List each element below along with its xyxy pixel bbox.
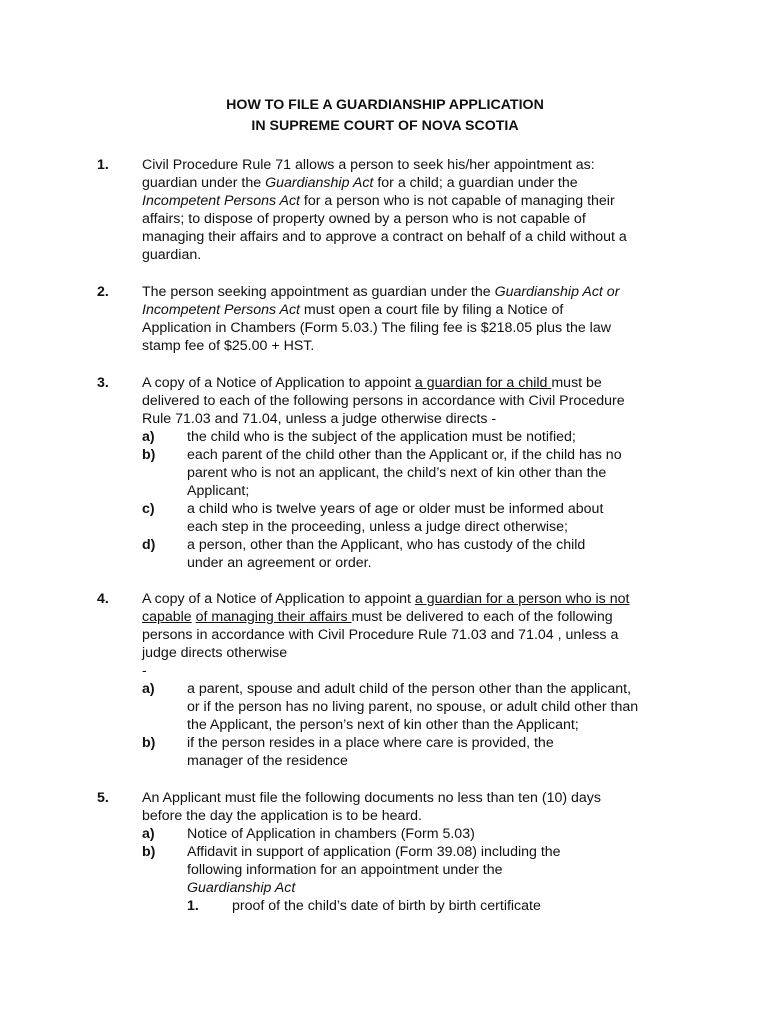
item-1-line-1: Civil Procedure Rule 71 allows a person to seek his/her appointment as: [142, 157, 595, 173]
item-1-line-3: Incompetent Persons Act for a person who is not capable of managing their [142, 193, 615, 209]
item-1-line-2: guardian under the Guardianship Act for a child; a guardian under the [142, 175, 578, 191]
underlined-phrase: capable [142, 609, 192, 625]
item-3a-line-1: the child who is the subject of the application must be notified; [187, 429, 576, 445]
item-4a-line-3: the Applicant, the person’s next of kin other than the Applicant; [187, 717, 579, 733]
item-5b-line-3 [187, 879, 295, 897]
item-5b-label: b) [142, 844, 156, 860]
item-4-number: 4. [97, 591, 109, 607]
item-1-line-6: guardian. [142, 247, 202, 263]
item-5a-line-1: Notice of Application in chambers (Form 5.03) [187, 826, 475, 842]
item-5-line-2: before the day the application is to be heard. [142, 808, 423, 824]
item-2-line-2: Incompetent Persons Act must open a court file by filing a Notice of [142, 302, 564, 318]
underlined-phrase: a guardian for a person who is not [414, 591, 630, 607]
item-4a-label: a) [142, 681, 155, 697]
item-5b-line-1: Affidavit in support of application (Form 39.08) including the [187, 844, 561, 860]
item-5a-label: a) [142, 826, 155, 842]
item-3b-line-2: parent who is not an applicant, the child’s next of kin other than the [187, 465, 607, 481]
item-4-line-2: capable of managing their affairs must be delivered to each of the following [142, 609, 613, 625]
item-3a-label: a) [142, 429, 155, 445]
item-3c-line-2: each step in the proceeding, unless a judge direct otherwise; [187, 519, 568, 535]
item-4a-line-2: or if the person has no living parent, no spouse, or adult child other than [187, 699, 639, 715]
item-2-line-3: Application in Chambers (Form 5.03.) The filing fee is $218.05 plus the law [142, 320, 611, 336]
item-2-number: 2. [97, 284, 109, 300]
item-3d-label: d) [142, 537, 156, 553]
incompetent-persons-act-ref: Incompetent Persons Act [142, 193, 300, 209]
item-5b-line-2: following information for an appointment under the [187, 862, 503, 878]
item-3d-line-1: a person, other than the Applicant, who has custody of the child [187, 537, 586, 553]
item-5-number: 5. [97, 790, 109, 806]
item-3-line-2: delivered to each of the following persons in accordance with Civil Procedure [142, 393, 625, 409]
item-4b-line-2: manager of the residence [187, 753, 348, 769]
item-3-line-3: Rule 71.03 and 71.04, unless a judge otherwise directs - [142, 411, 497, 427]
item-3b-line-3: Applicant; [187, 483, 250, 499]
item-4-line-1: A copy of a Notice of Application to appoint a guardian for a person who is not [142, 591, 630, 607]
item-1-number: 1. [97, 157, 109, 173]
incompetent-persons-act-ref: Incompetent Persons Act [142, 302, 300, 318]
item-4-line-4: judge directs otherwise [142, 645, 288, 661]
underlined-phrase: a guardian for a child [414, 375, 552, 391]
item-3c-label: c) [142, 501, 155, 517]
guardianship-act-ref: Guardianship Act or [494, 284, 620, 300]
item-3-number: 3. [97, 375, 109, 391]
underlined-phrase: of managing their affairs [195, 609, 352, 625]
item-3d-line-2: under an agreement or order. [187, 555, 372, 571]
item-5-line-1: An Applicant must file the following documents no less than ten (10) days [142, 790, 601, 806]
guardianship-act-ref: Guardianship Act [265, 175, 374, 191]
document-title-line-2: IN SUPREME COURT OF NOVA SCOTIA [251, 118, 519, 134]
item-3b-line-1: each parent of the child other than the Applicant or, if the child has no [187, 447, 622, 463]
item-1-line-4: affairs; to dispose of property owned by a person who is not capable of [142, 211, 586, 227]
guardianship-act-ref: Guardianship Act [187, 880, 296, 896]
item-5b-sub1-line-1: proof of the child’s date of birth by birth certificate [232, 898, 541, 914]
item-3b-label: b) [142, 447, 156, 463]
item-4b-label: b) [142, 735, 156, 751]
item-4a-line-1: a parent, spouse and adult child of the person other than the applicant, [187, 681, 632, 697]
item-1-line-5: managing their affairs and to approve a contract on behalf of a child without a [142, 229, 627, 245]
item-4-line-3: persons in accordance with Civil Procedure Rule 71.03 and 71.04 , unless a [142, 627, 619, 643]
item-3c-line-1: a child who is twelve years of age or older must be informed about [187, 501, 604, 517]
document-title-line-1: HOW TO FILE A GUARDIANSHIP APPLICATION [226, 97, 544, 113]
item-5b-sub1-label: 1. [187, 898, 199, 914]
item-4-dash: - [142, 663, 147, 679]
item-2-line-4: stamp fee of $25.00 + HST. [142, 338, 315, 354]
item-2-line-1: The person seeking appointment as guardian under the Guardianship Act or [142, 284, 620, 300]
item-4b-line-1: if the person resides in a place where care is provided, the [187, 735, 554, 751]
item-3-line-1: A copy of a Notice of Application to appoint a guardian for a child must be [142, 375, 602, 391]
